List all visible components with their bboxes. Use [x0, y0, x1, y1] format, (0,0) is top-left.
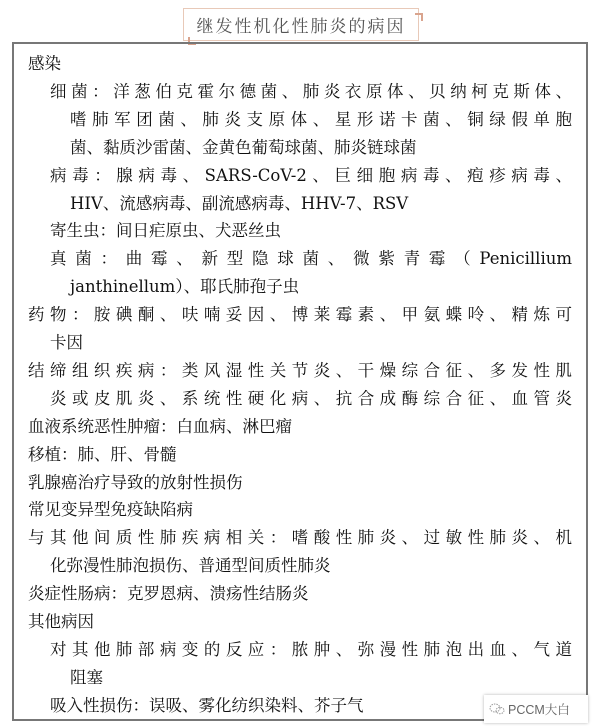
text-line: 血液系统恶性肿瘤：白血病、淋巴瘤 — [28, 416, 292, 436]
text-line: 药物：胺碘酮、呋喃妥因、博莱霉素、甲氨蝶呤、精炼可 — [28, 305, 572, 325]
text-line: 炎或皮肌炎、系统性硬化病、抗合成酶综合征、血管炎 — [50, 388, 572, 408]
text-line: HIV、流感病毒、副流感病毒、HHV-7、RSV — [70, 193, 409, 213]
text-line: 寄生虫：间日疟原虫、犬恶丝虫 — [50, 221, 281, 241]
text-line: 吸入性损伤：误吸、雾化纺织染料、芥子气 — [50, 695, 364, 715]
wechat-icon — [489, 703, 505, 715]
text-line: 卡因 — [50, 333, 83, 352]
text-line: 化弥漫性肺泡损伤、普通型间质性肺炎 — [50, 556, 331, 576]
text-line: 感染 — [28, 54, 61, 73]
watermark — [484, 695, 588, 723]
text-line: 菌、黏质沙雷菌、金黄色葡萄球菌、肺炎链球菌 — [70, 137, 417, 157]
title-box — [183, 8, 419, 41]
text-line: 乳腺癌治疗导致的放射性损伤 — [28, 472, 243, 492]
watermark-text: PCCM大白 — [508, 703, 570, 717]
text-line: 真菌：曲霉、新型隐球菌、微紫青霉（Penicillium — [50, 249, 572, 269]
text-line: 对其他肺部病变的反应：脓肿、弥漫性肺泡出血、气道 — [50, 639, 572, 659]
text-line: 病毒：腺病毒、SARS-CoV-2、巨细胞病毒、疱疹病毒、 — [50, 165, 572, 185]
text-line: 其他病因 — [28, 612, 94, 631]
text-line: 与其他间质性肺疾病相关：嗜酸性肺炎、过敏性肺炎、机 — [28, 528, 572, 548]
document-title: 继发性机化性肺炎的病因 — [196, 17, 406, 37]
text-line: 移植：肺、肝、骨髓 — [28, 444, 177, 464]
text-line: 结缔组织疾病：类风湿性关节炎、干燥综合征、多发性肌 — [28, 360, 572, 380]
text-line: 细菌：洋葱伯克霍尔德菌、肺炎衣原体、贝纳柯克斯体、 — [50, 81, 572, 101]
text-line: janthinellum）、耶氏肺孢子虫 — [70, 277, 300, 297]
text-line: 常见变异型免疫缺陷病 — [28, 500, 193, 520]
causes-table — [12, 42, 588, 721]
text-line: 阻塞 — [70, 667, 103, 687]
text-line: 炎症性肠病：克罗恩病、溃疡性结肠炎 — [28, 584, 309, 604]
text-line: 嗜肺军团菌、肺炎支原体、星形诺卡菌、铜绿假单胞 — [70, 109, 572, 129]
